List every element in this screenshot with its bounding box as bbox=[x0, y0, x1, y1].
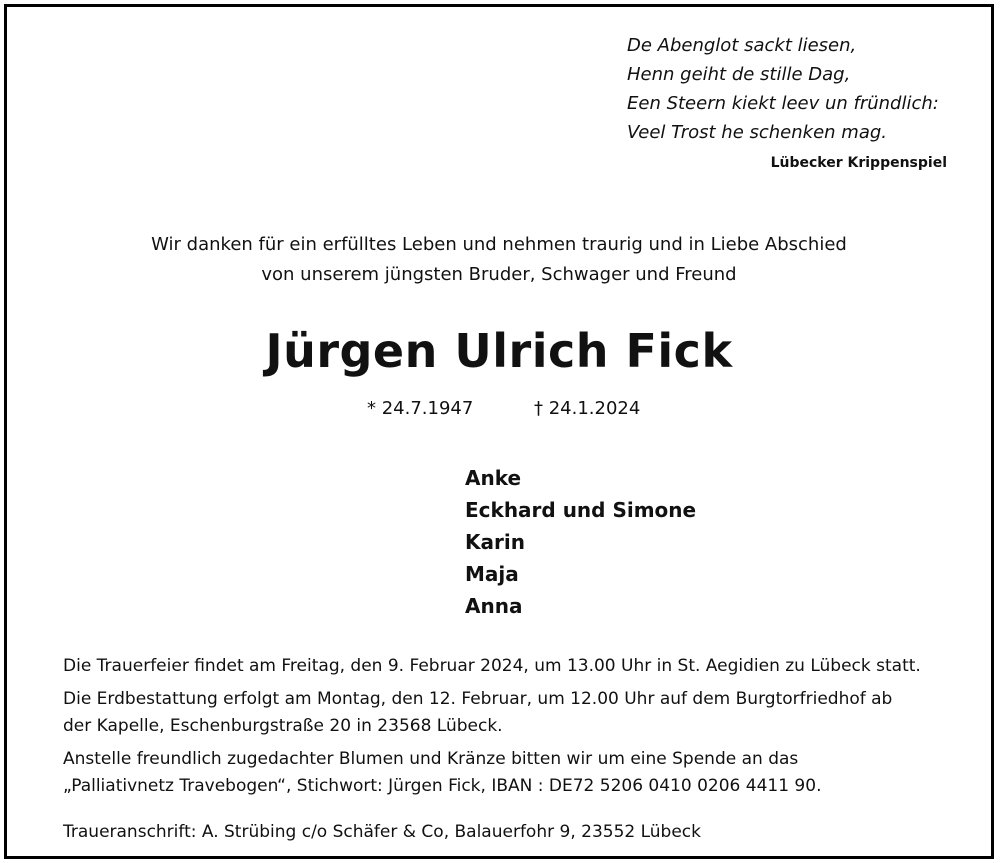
deceased-name: Jürgen Ulrich Fick bbox=[265, 324, 733, 378]
ceremony-details bbox=[63, 653, 963, 806]
poem-line: Henn geiht de stille Dag, bbox=[627, 64, 851, 85]
poem-source: Lübecker Krippenspiel bbox=[770, 155, 947, 171]
poem bbox=[627, 31, 939, 147]
donation-line: „Palliativnetz Travebogen“, Stichwort: Jürgen Fick, IBAN : DE72 5206 0410 0206 4411 90. bbox=[63, 776, 822, 796]
burial-line: der Kapelle, Eschenburgstraße 20 in 23568 Lübeck. bbox=[63, 716, 503, 736]
intro-line: Wir danken für ein erfülltes Leben und nehmen traurig und in Liebe Abschied bbox=[151, 234, 847, 255]
burial-text bbox=[63, 686, 963, 740]
funeral-service-text bbox=[63, 653, 963, 680]
mourner-name: Karin bbox=[465, 530, 525, 554]
mourner-name: Anna bbox=[465, 594, 523, 618]
birth-date: * 24.7.1947 bbox=[367, 398, 474, 419]
intro-line: von unserem jüngsten Bruder, Schwager und Freund bbox=[261, 264, 737, 285]
obituary-notice bbox=[4, 4, 994, 859]
poem-line: Een Steern kiekt leev un fründlich: bbox=[627, 93, 939, 114]
donation-text bbox=[63, 746, 963, 800]
poem-line: De Abenglot sackt liesen, bbox=[627, 35, 857, 56]
poem-line: Veel Trost he schenken mag. bbox=[627, 122, 888, 143]
death-date: † 24.1.2024 bbox=[534, 398, 641, 419]
burial-line: Die Erdbestattung erfolgt am Montag, den 12. Februar, um 12.00 Uhr auf dem Burgtorfriedhof ab bbox=[63, 689, 893, 709]
mourners-list bbox=[465, 462, 696, 622]
mourning-address: Traueranschrift: A. Strübing c/o Schäfer & Co, Balauerfohr 9, 23552 Lübeck bbox=[63, 822, 701, 842]
mourner-name: Anke bbox=[465, 466, 522, 490]
donation-line: Anstelle freundlich zugedachter Blumen und Kränze bitten wir um eine Spende an das bbox=[63, 749, 799, 769]
intro-text bbox=[7, 230, 991, 290]
funeral-line: Die Trauerfeier findet am Freitag, den 9. Februar 2024, um 13.00 Uhr in St. Aegidien zu Lübeck statt. bbox=[63, 656, 921, 676]
mourner-name: Maja bbox=[465, 562, 519, 586]
mourner-name: Eckhard und Simone bbox=[465, 498, 697, 522]
